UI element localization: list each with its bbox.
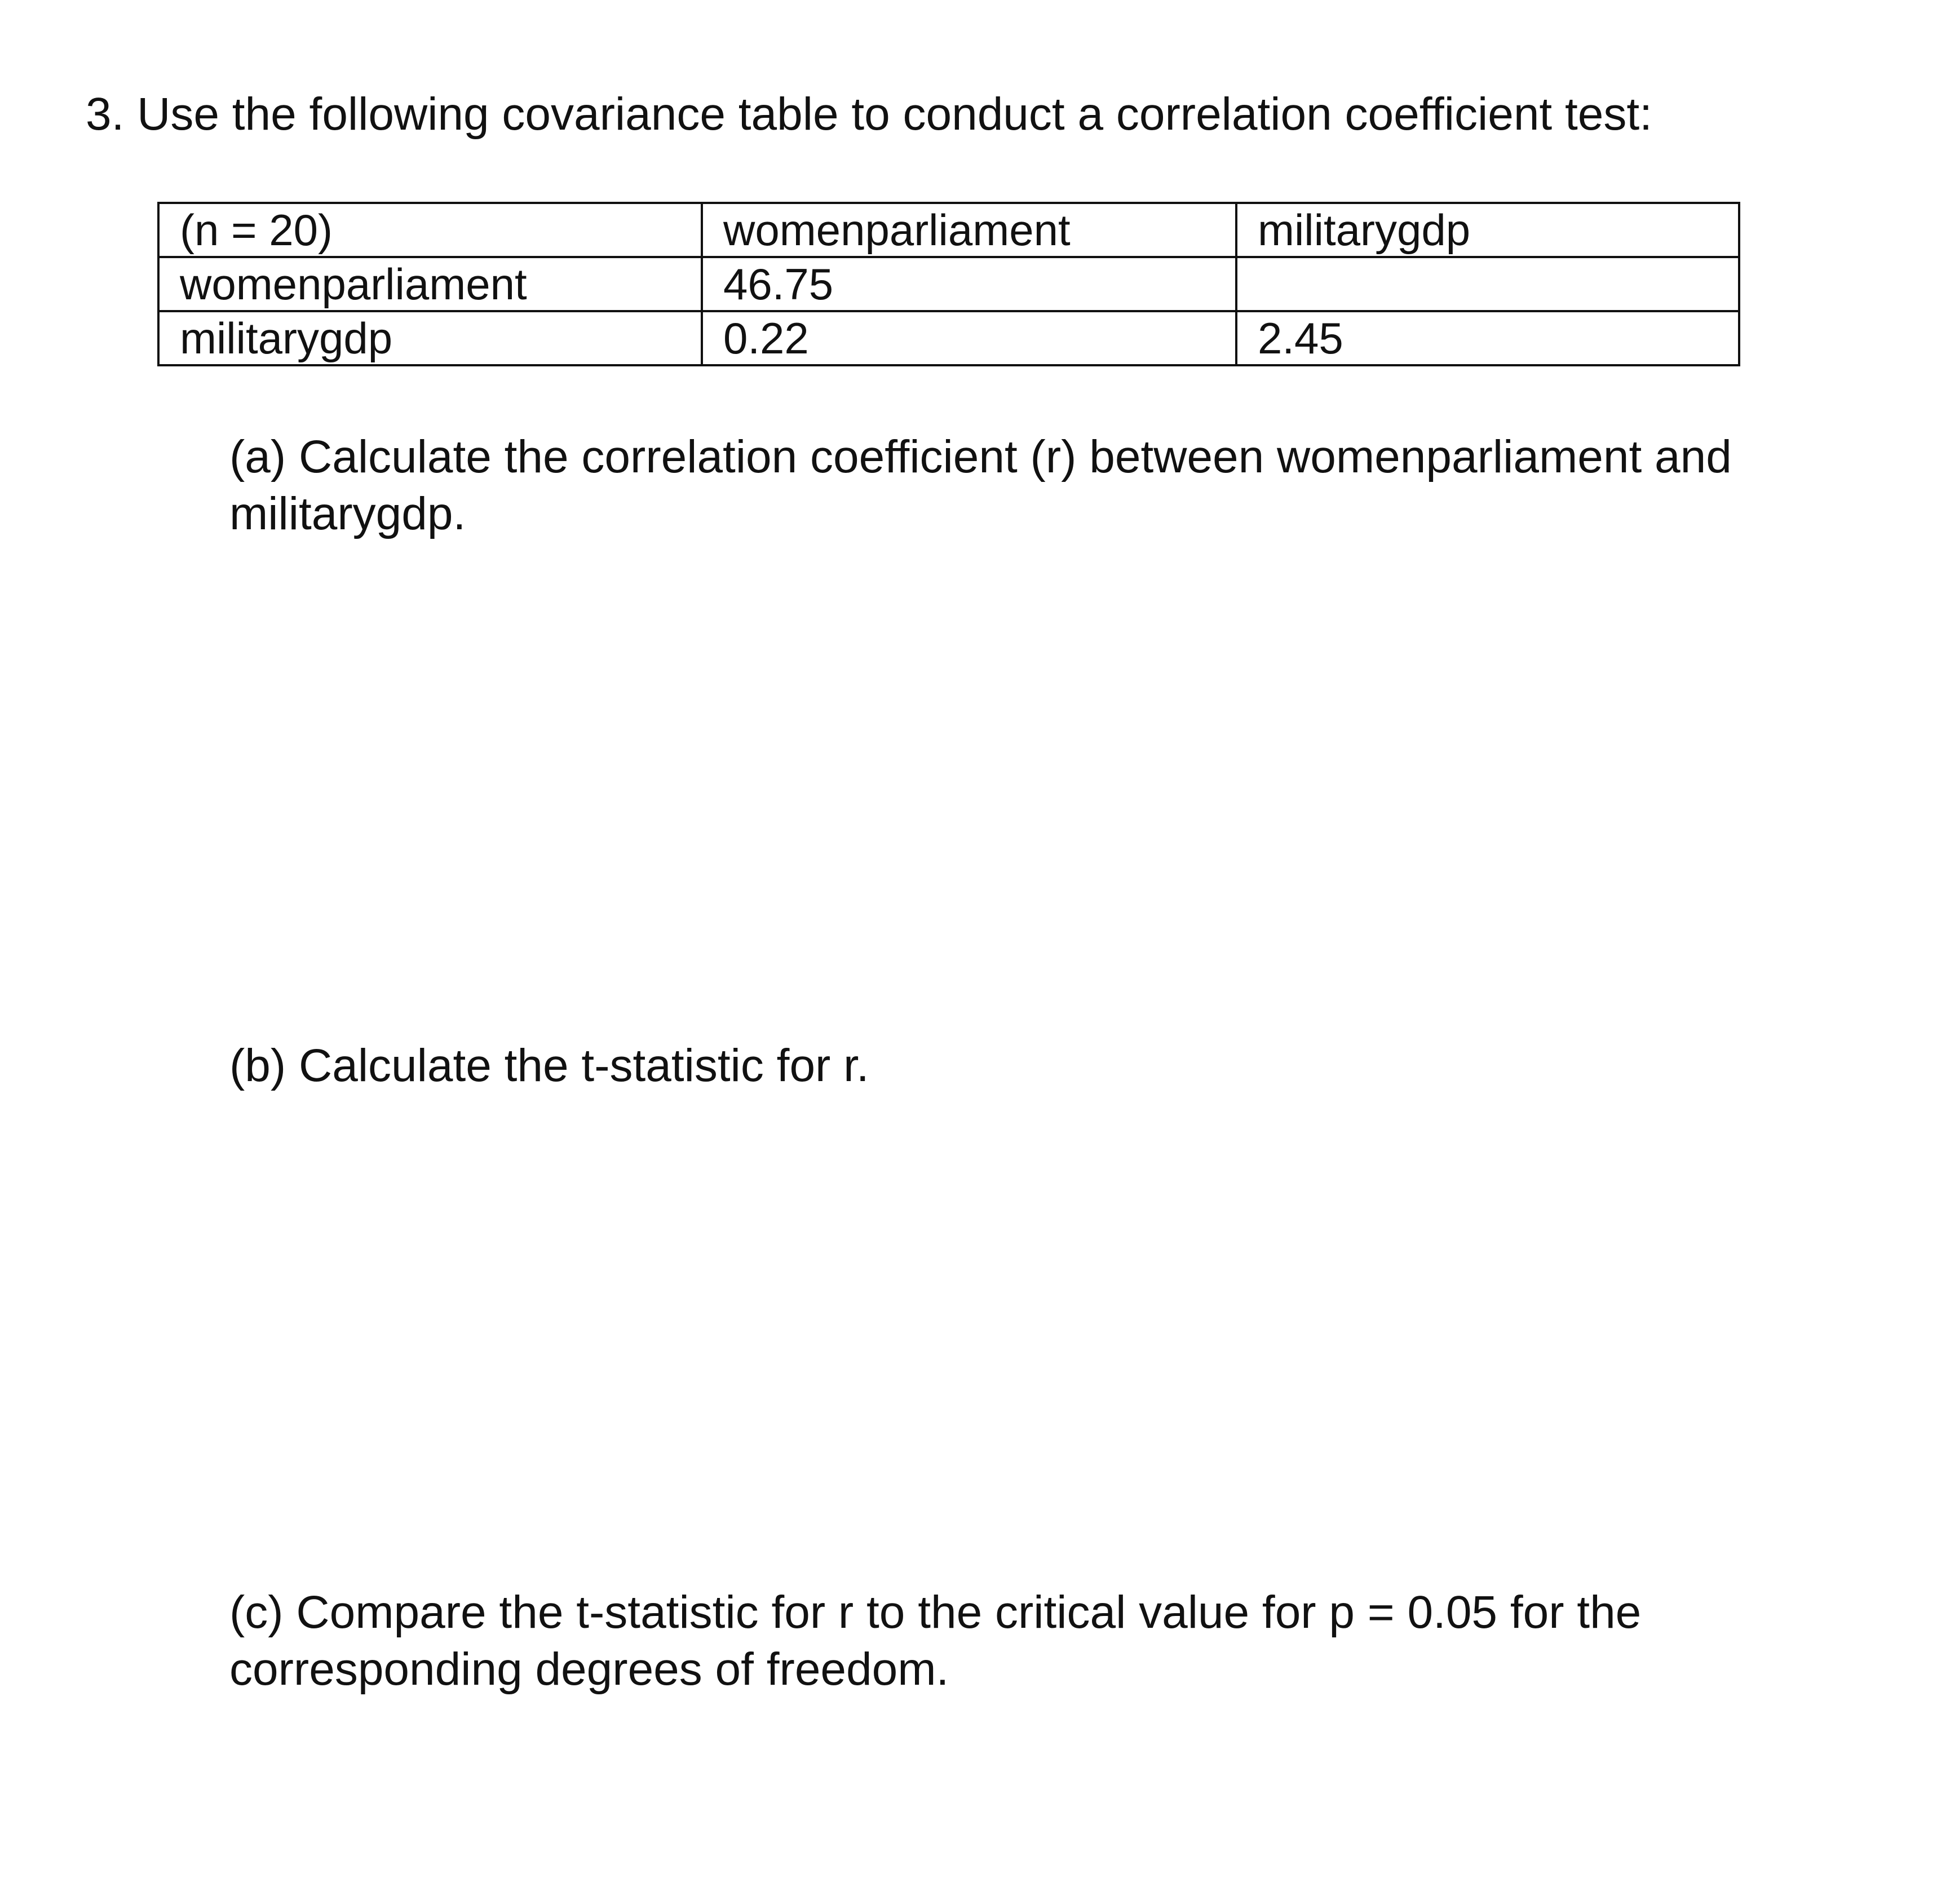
question-part-c: (c) Compare the t-statistic for r to the critical value for p = 0.05 for the corresponding degrees of freedom. [229,1587,1642,1695]
table-column-header: womenparliament [702,203,1236,257]
table-column-header: militarygdp [1236,203,1739,257]
covariance-table [157,202,1740,366]
table-row [158,257,1739,311]
table-cell: 46.75 [702,257,1236,311]
question-title: 3. Use the following covariance table to conduct a correlation coefficient test: [86,88,1652,140]
question-part-b: (b) Calculate the t-statistic for r. [229,1040,869,1091]
question-part-a: (a) Calculate the correlation coefficient (r) between womenparliament and militarygdp. [229,431,1732,539]
table-cell: 2.45 [1236,311,1739,365]
table-row [158,311,1739,365]
table-row-header: militarygdp [158,311,702,365]
table-corner-cell: (n = 20) [158,203,702,257]
table-row-header: womenparliament [158,257,702,311]
table-header-row [158,203,1739,257]
table-cell: 0.22 [702,311,1236,365]
table-cell [1236,257,1739,311]
